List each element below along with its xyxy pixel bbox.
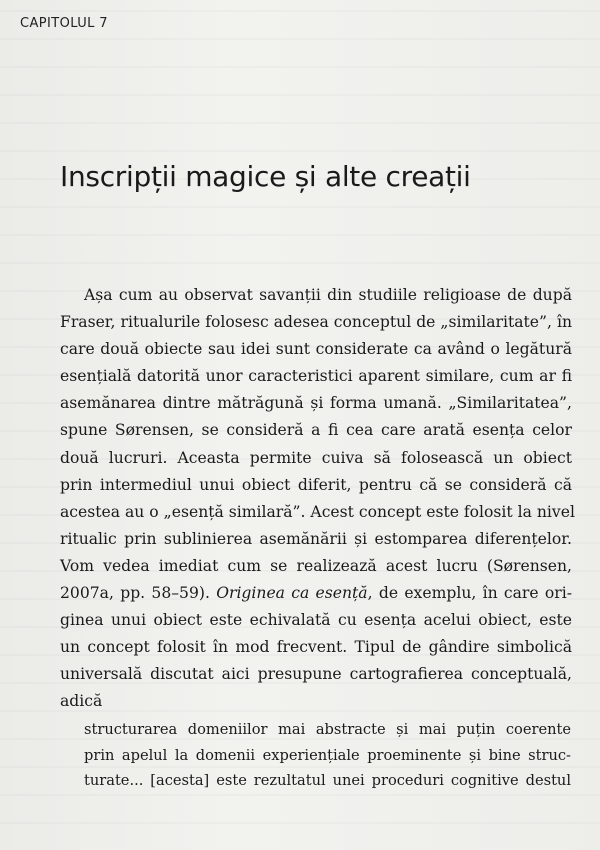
citation-text: 2007a, pp. 58–59). — [60, 584, 217, 603]
block-quote — [84, 717, 571, 794]
paragraph-line: două lucruri. Aceasta permite cuiva să folosească un obiect — [60, 448, 572, 467]
italic-phrase: Originea ca esență — [216, 584, 368, 603]
paragraph-line: universală discutat aici presupune cartografierea conceptuală, — [60, 665, 572, 684]
paragraph-line: Fraser, ritualurile folosesc adesea conceptul de „similaritate”, în — [60, 313, 572, 332]
paragraph-line-with-italic — [60, 580, 572, 607]
quote-line: structurarea domeniilor mai abstracte și mai puțin coerente — [84, 721, 571, 738]
line-continuation: , de exemplu, în care ori- — [367, 584, 572, 603]
paragraph-line: ginea unui obiect este echivalată cu esența acelui obiect, este — [60, 611, 572, 630]
running-head: CAPITOLUL 7 — [20, 16, 108, 31]
paragraph-line: Vom vedea imediat cum se realizează acest lucru (Sørensen, — [60, 556, 572, 575]
paragraph-line: spune Sørensen, se consideră a fi cea care arată esența celor — [60, 421, 572, 440]
paragraph-line: asemănarea dintre mătrăgună și forma umană. „Similaritatea”, — [60, 394, 572, 413]
quote-line: turate... [acesta] este rezultatul unei proceduri cognitive destul — [84, 772, 571, 789]
paragraph-line: acestea au o „esență similară”. Acest concept este folosit la nivel — [60, 502, 575, 521]
paragraph-line: un concept folosit în mod frecvent. Tipul de gândire simbolică — [60, 638, 572, 657]
paragraph-line: adică — [60, 692, 103, 711]
body-paragraph — [60, 282, 575, 716]
paragraph-line: ritualic prin sublinierea asemănării și estomparea diferențelor. — [60, 529, 572, 548]
chapter-title: Inscripții magice și alte creații — [60, 160, 471, 193]
quote-line: prin apelul la domenii experiențiale proeminente și bine struc- — [84, 746, 571, 764]
paragraph-line: prin intermediul unui obiect diferit, pentru că se consideră că — [60, 475, 572, 494]
paragraph-line: esențială datorită unor caracteristici aparent similare, cum ar fi — [60, 367, 572, 386]
paragraph-line: care două obiecte sau idei sunt considerate ca având o legătură — [60, 340, 572, 359]
paragraph-line: Așa cum au observat savanții din studiile religioase de după — [84, 286, 572, 304]
